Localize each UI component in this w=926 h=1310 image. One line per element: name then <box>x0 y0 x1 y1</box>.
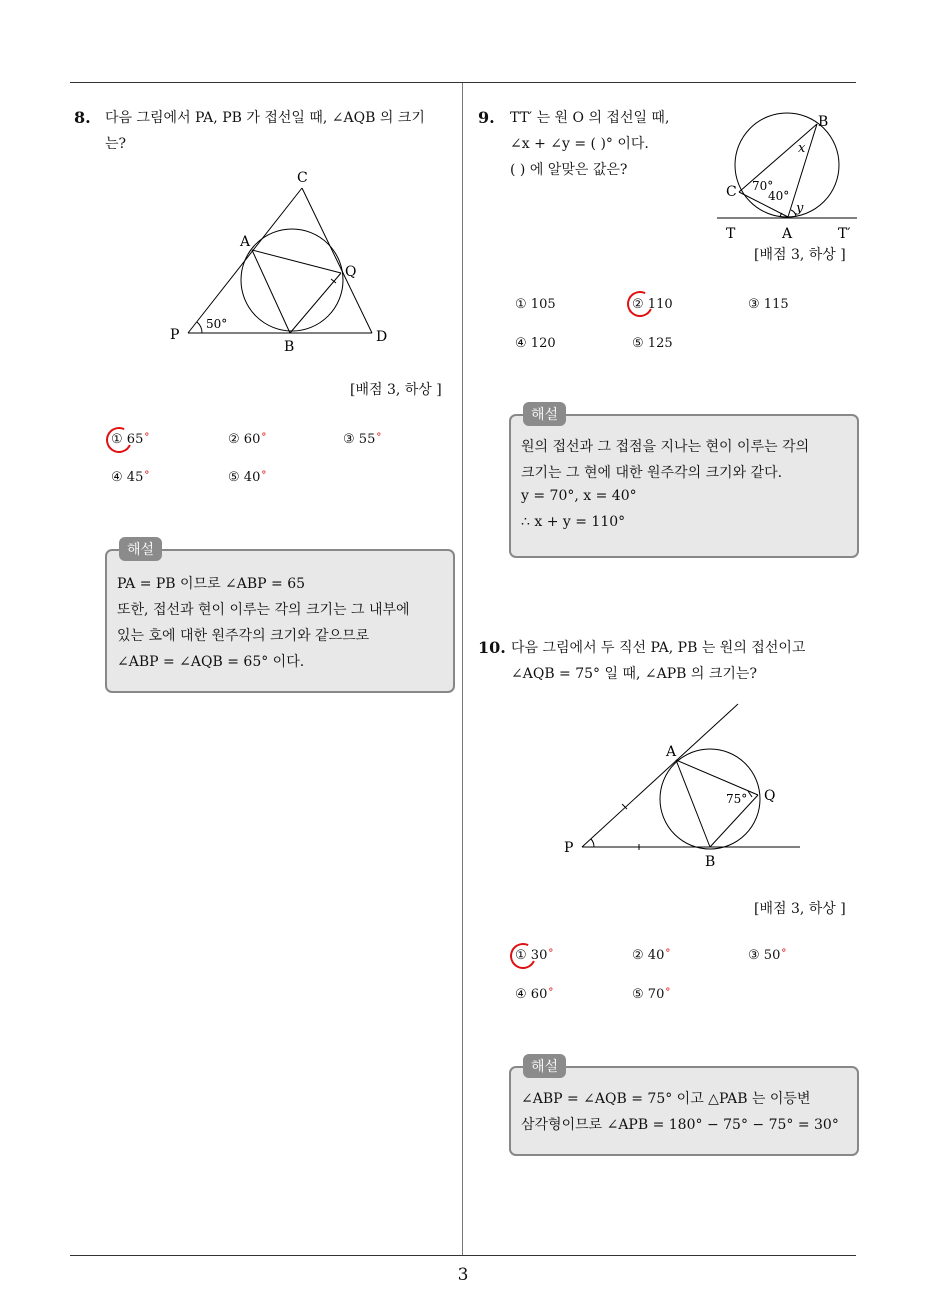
fig10-label-B: B <box>705 854 716 870</box>
fig8-angle-label: 50° <box>206 317 228 331</box>
choice-mark: ⑤ <box>632 987 644 1002</box>
q8-choice-2[interactable]: ② 60° <box>228 432 267 447</box>
fig10-label-Q: Q <box>764 788 776 804</box>
q10-choice-5[interactable]: ⑤ 70° <box>632 987 671 1002</box>
question-9-text <box>510 105 669 183</box>
q9-choice-1[interactable] <box>515 297 556 312</box>
solution-line-2: 삼각형이므로 ∠APB = 180° − 75° − 75° = 30° <box>521 1117 839 1133</box>
q10-choice-1[interactable]: ① 30° <box>515 948 554 963</box>
solution-line-3: y = 70°, x = 40° <box>521 488 637 504</box>
choice-value: 40 <box>647 948 665 963</box>
choice-mark: ① <box>111 432 123 447</box>
column-divider <box>462 83 463 1255</box>
choice-mark: ⑤ <box>228 470 240 485</box>
question-10-number: 10. <box>478 638 506 657</box>
fig9-label-A: A <box>782 226 793 242</box>
solution-line-3: 있는 호에 대한 원주각의 크기와 같으므로 <box>117 628 370 644</box>
choice-value: 50 <box>763 948 781 963</box>
fig9-label-y: y <box>796 201 804 216</box>
solution-line-1: 원의 접선과 그 접점을 지나는 현이 이루는 각의 <box>521 439 810 455</box>
choice-value: 65 <box>126 432 144 447</box>
solution-line-2: 또한, 접선과 현이 이루는 각의 크기는 그 내부에 <box>117 602 410 618</box>
question-8-text <box>105 105 425 157</box>
solution-line-2: 크기는 그 현에 대한 원주각의 크기와 같다. <box>521 465 783 481</box>
question-10-solution <box>509 1059 859 1156</box>
q10-choice-3[interactable]: ③ 50° <box>748 948 787 963</box>
fig10-label-P: P <box>564 840 574 856</box>
fig8-label-A: A <box>240 234 251 250</box>
q9-choice-5[interactable] <box>632 336 673 351</box>
choice-mark: ① <box>515 297 527 312</box>
choice-value: 60 <box>243 432 261 447</box>
solution-line-1: PA = PB 이므로 ∠ABP = 65 <box>117 576 306 592</box>
solution-tag: 해설 <box>119 537 162 561</box>
question-8-score: [배점 3, 하상 ] <box>350 382 442 398</box>
question-9-figure <box>712 108 862 242</box>
question-9-score: [배점 3, 하상 ] <box>754 247 846 263</box>
choice-mark: ③ <box>343 432 355 447</box>
q8-choice-4[interactable]: ④ 45° <box>111 470 150 485</box>
fig9-label-B: B <box>818 114 829 130</box>
q9-choice-3[interactable] <box>748 297 789 312</box>
choice-value: 30 <box>530 948 548 963</box>
fig9-label-x: x <box>798 141 806 156</box>
fig10-angle-label: 75° <box>726 792 748 806</box>
question-8-number: 8. <box>74 108 91 127</box>
question-10-line2: ∠AQB = 75° 일 때, ∠APB 의 크기는? <box>511 666 757 682</box>
question-8-solution <box>105 542 455 693</box>
fig10-label-A: A <box>666 744 677 760</box>
q8-choice-1[interactable]: ① 65° <box>111 432 150 447</box>
q9-choice-2[interactable] <box>632 297 673 312</box>
choice-mark: ② <box>228 432 240 447</box>
question-10-line1: 다음 그림에서 두 직선 PA, PB 는 원의 접선이고 <box>511 640 806 656</box>
question-10-text <box>511 635 805 687</box>
choice-mark: ④ <box>111 470 123 485</box>
q8-choice-5[interactable]: ⑤ 40° <box>228 470 267 485</box>
choice-mark: ③ <box>748 948 760 963</box>
choice-value: 105 <box>530 297 556 312</box>
question-9-line3: ( ) 에 알맞은 값은? <box>510 162 628 178</box>
choice-value: 110 <box>647 297 673 312</box>
fig9-angle-70: 70° <box>752 179 774 193</box>
question-10-figure <box>560 700 810 872</box>
fig9-label-C: C <box>726 184 737 200</box>
q10-choice-2[interactable]: ② 40° <box>632 948 671 963</box>
choice-value: 40 <box>243 470 261 485</box>
choice-mark: ② <box>632 297 644 312</box>
choice-value: 60 <box>530 987 548 1002</box>
fig9-angle-40: 40° <box>768 189 790 203</box>
solution-line-1: ∠ABP = ∠AQB = 75° 이고 △PAB 는 이등변 <box>521 1091 811 1107</box>
fig9-label-T-prime: T′ <box>838 226 851 242</box>
choice-value: 55 <box>358 432 376 447</box>
question-8-figure <box>160 160 400 360</box>
q10-choice-4[interactable]: ④ 60° <box>515 987 554 1002</box>
fig8-label-B: B <box>284 339 295 355</box>
fig8-label-D: D <box>376 329 388 345</box>
question-8-line2: 는? <box>105 136 127 152</box>
question-9-solution <box>509 407 859 558</box>
fig8-label-Q: Q <box>345 264 357 280</box>
solution-line-4: ∠ABP = ∠AQB = 65° 이다. <box>117 654 305 670</box>
choice-mark: ⑤ <box>632 336 644 351</box>
choice-mark: ④ <box>515 987 527 1002</box>
fig9-label-T: T <box>726 226 736 242</box>
top-rule <box>70 82 856 83</box>
choice-value: 120 <box>530 336 556 351</box>
choice-value: 125 <box>647 336 673 351</box>
solution-tag: 해설 <box>523 402 566 426</box>
choice-mark: ① <box>515 948 527 963</box>
page-number: 3 <box>457 1265 469 1285</box>
choice-value: 45 <box>126 470 144 485</box>
question-10-score: [배점 3, 하상 ] <box>754 901 846 917</box>
q8-choice-3[interactable]: ③ 55° <box>343 432 382 447</box>
solution-tag: 해설 <box>523 1054 566 1078</box>
question-9-number: 9. <box>478 108 495 127</box>
choice-mark: ④ <box>515 336 527 351</box>
question-9-line2: ∠x + ∠y = ( )° 이다. <box>510 136 649 152</box>
q9-choice-4[interactable] <box>515 336 556 351</box>
bottom-rule <box>70 1255 856 1256</box>
question-9-line1: TT′ 는 원 O 의 접선일 때, <box>510 110 670 126</box>
question-8-line1: 다음 그림에서 PA, PB 가 접선일 때, ∠AQB 의 크기 <box>105 110 425 126</box>
choice-mark: ② <box>632 948 644 963</box>
choice-mark: ③ <box>748 297 760 312</box>
fig8-label-P: P <box>170 327 180 343</box>
fig8-label-C: C <box>297 170 308 186</box>
choice-value: 70 <box>647 987 665 1002</box>
solution-line-4: ∴ x + y = 110° <box>521 514 626 530</box>
choice-value: 115 <box>763 297 789 312</box>
